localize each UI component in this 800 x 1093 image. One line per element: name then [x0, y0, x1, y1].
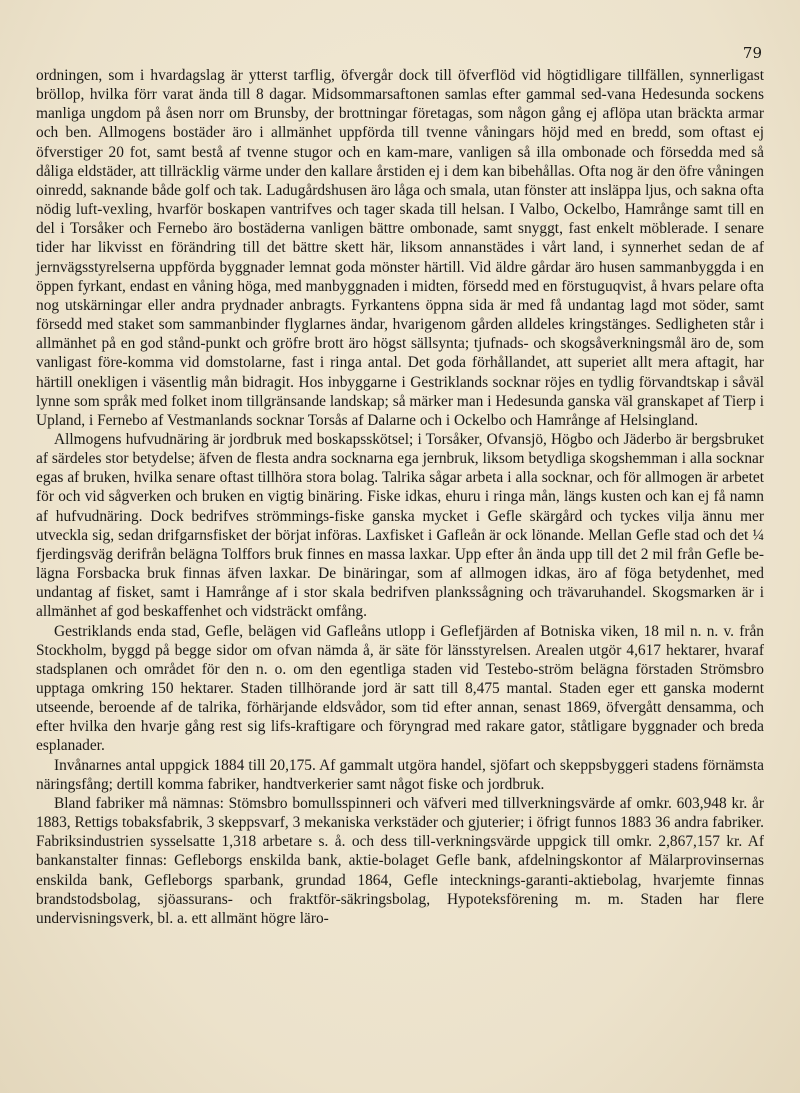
paragraph-1: ordningen, som i hvardagslag är ytterst tarflig, öfvergår dock till öfverflöd vid högtidligare tillfällen, synnerligast bröllop, hvilka förr varat ända till 8 dagar. Midsommarsaftonen samlas efter gammal sed-vana Hedesunda sockens manliga ungdom på åsen norr om Brunsby, der brottningar företagas, som någon gång ej aflöpa utan bräckta armar och ben. Allmogens bostäder äro i allmänhet uppförda till tvenne våningars höjd med en bredd, som oftast ej öfverstiger 20 fot, samt bestå af tvenne stugor och en kam-mare, vanligen så illa ombonade och försedda med så dåliga eldstäder, att tillräcklig värme under den kallare årstiden ej i dem kan bibehållas. Ofta nog är den öfre våningen oinredd, saknande både golf och tak. Ladugårdshusen äro låga och smala, utan fönster att insläppa ljus, och sakna ofta nödig luft-vexling, hvarför boskapen vantrifves och tager skada till helsan. I Valbo, Ockelbo, Hamrånge samt till en del i Torsåker och Fernebo äro bostäderna vanligen bättre ombonade, samt snyggt, fast enkelt möblerade. I senare tider har likvisst en förändring till det bättre skett här, liksom annanstädes i vårt land, i synnerhet sedan de af jernvägsstyrelserna uppförda byggnader lemnat goda mönster härtill. Vid äldre gårdar äro husen sammanbyggda i en öppen fyrkant, endast en våning höga, med manbyggnaden i midten, försedd med en förstuguqvist, å hvars pelare ofta nog utskärningar eller andra prydnader anbragts. Fyrkantens öppna sida är med få undantag lagd mot söder, samt försedd med staket som sammanbinder flyglarnes ändar, hvarigenom gården alldeles kringstänges. Sedligheten står i allmänhet på en god stånd-punkt och gröfre brott äro högst sällsynta; tjufnads- och skogsåverkningsmål äro de, som vanligast före-komma vid domstolarne, fast i ringa antal. Det goda förhållandet, att superiet allt mera aftagit, har härtill onekligen i väsentlig mån bidragit. Hos inbyggarne i Gestriklands socknar röjes en tydlig förvandtskap i såväl lynne som språk med folket inom tillgränsande landskap; så märker man i Hedesunda ganska väl granskapet af Tierp i Upland, i Fernebo af Vestmanlands socknar Torsås af Dalarne och i Ockelbo och Hamrånge af Helsingland.: [36, 67, 764, 429]
page-body: [36, 66, 764, 928]
paragraph-3: Gestriklands enda stad, Gefle, belägen vid Gafleåns utlopp i Geflefjärden af Botniska viken, 18 mil n. n. v. från Stockholm, byggd på begge sidor om ofvan nämda å, är säte för länsstyrelsen. Arealen utgör 4,617 hektarer, hvaraf stadsplanen och området för den n. o. om den egentliga staden vid Testebo-ström belägna förstaden Strömsbro upptaga omkring 150 hektarer. Staden tillhörande jord är satt till 8,475 mantal. Staden eger ett ganska modernt utseende, beroende af de talrika, förhärjande eldsvådor, som tid efter annan, senast 1869, öfvergått densamma, och efter hvilka den hvarje gång rest sig lifs-kraftigare och föryngrad med rakare gator, ståtligare byggnader och breda esplanader.: [36, 622, 764, 755]
paragraph-4: Invånarnes antal uppgick 1884 till 20,175. Af gammalt utgöra handel, sjöfart och skeppsbyggeri stadens förnämsta näringsfång; dertill komma fabriker, handtverkerier samt något fiske och jordbruk.: [36, 756, 764, 793]
paragraph-2: Allmogens hufvudnäring är jordbruk med boskapsskötsel; i Torsåker, Ofvansjö, Högbo och Jäderbo är bergsbruket af särdeles stor betydelse; äfven de flesta andra socknarna ega jernbruk, liksom betydliga skogshemman i alla socknar egas af bruken, hvilka senare oftast tillhöra stora bolag. Talrika sågar arbeta i alla socknar, och för allmogen är arbetet för och vid sågverken och bruken en vigtig binäring. Fiske idkas, ehuru i ringa mån, längs kusten och kan ej få namn af hufvudnäring. Dock bedrifves strömmings-fiske ganska mycket i Gefle skärgård och tyckes vilja ännu mer utveckla sig, sedan drifgarnsfisket der börjat införas. Laxfisket i Gafleån är ock lönande. Mellan Gefle stad och det ¼ fjerdingsväg derifrån belägna Tolffors bruk finnes en massa laxkar. Upp efter ån ända upp till det 2 mil från Gefle be-lägna Forsbacka bruk finnas äfven laxkar. De binäringar, som af allmogen idkas, äro af föga betydenhet, med undantag af fisket, samt i Hamrånge af i stor skala bedrifven plankssågning och trävaruhandel. Skogsmarken är i allmänhet af god beskaffenhet och vidsträckt omfång.: [36, 430, 764, 621]
page-number: 79: [742, 44, 762, 62]
paragraph-5: Bland fabriker må nämnas: Stömsbro bomullsspinneri och väfveri med tillverkningsvärde af omkr. 603,948 kr. år 1883, Rettigs tobaksfabrik, 3 skeppsvarf, 3 mekaniska verkstäder och gjuterier; i öfrigt funnos 1883 36 andra fabriker. Fabriksindustrien sysselsatte 1,318 arbetare s. å. och dess till-verkningsvärde uppgick till omkr. 2,867,157 kr. Af bankanstalter finnas: Gefleborgs enskilda bank, aktie-bolaget Gefle bank, afdelningskontor af Mälarprovinsernas enskilda bank, Gefleborgs sparbank, grundad 1864, Gefle intecknings-garanti-aktiebolag, hvarjemte finnas brandstodsbolag, sjöassurans- och fraktför-säkringsbolag, Hypoteksförening m. m. Staden har flere undervisningsverk, bl. a. ett allmänt högre läro-: [36, 794, 764, 927]
